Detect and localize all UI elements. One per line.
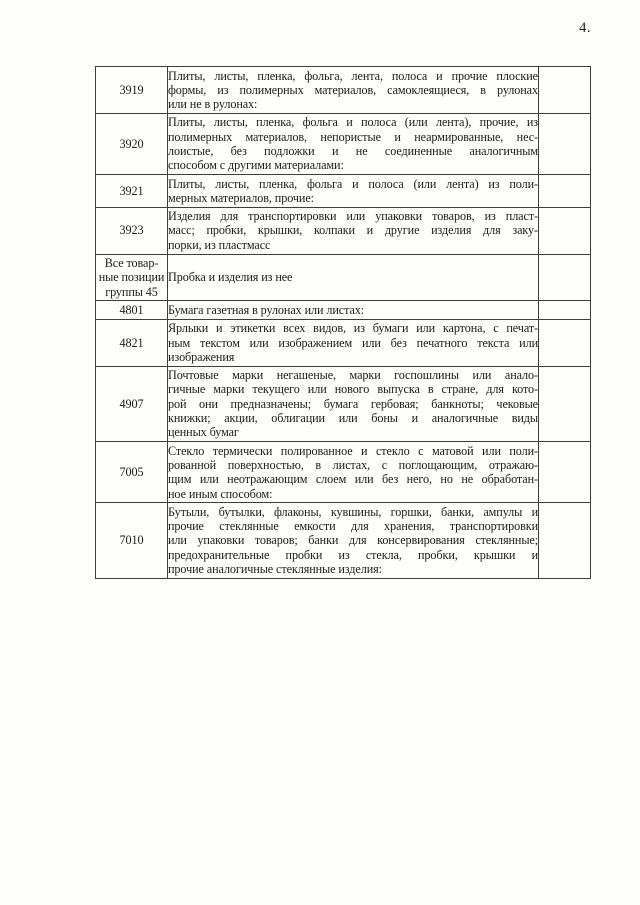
code-text: 7010: [119, 533, 144, 548]
code-cell: [96, 113, 168, 174]
description-text-line: изображения: [168, 349, 235, 364]
description-cell: [168, 113, 539, 174]
description-text-line: полимерных материалов, непористые и неармированные, нес-: [168, 129, 538, 144]
table-row: [96, 442, 591, 503]
code-text: 4821: [119, 335, 144, 350]
table-row: [96, 366, 591, 441]
table-row: [96, 67, 591, 114]
table-row: [96, 503, 591, 578]
description-text-line: предохранительные пробки из стекла, пробки, крышки и: [168, 547, 538, 562]
empty-mark-cell: [539, 175, 591, 208]
code-cell: [96, 442, 168, 503]
description-text-line: ное иным способом:: [168, 486, 273, 501]
description-cell: [168, 319, 539, 366]
description-text-line: или не в рулонах:: [168, 97, 258, 112]
description-text-line: рованной поверхностью, в листах, с поглощающим, отражаю-: [168, 457, 538, 472]
description-text-line: лоистые, без подложки и не соединенные аналогичным: [168, 143, 538, 158]
empty-mark-cell: [539, 207, 591, 254]
empty-mark-cell: [539, 503, 591, 578]
table-row: [96, 207, 591, 254]
description-text-line: ным текстом или изображением или без печатного текста или: [168, 335, 538, 350]
code-cell: [96, 503, 168, 578]
empty-mark-cell: [539, 254, 591, 301]
description-cell: [168, 503, 539, 578]
description-text-line: щим или неотражающим слоем или без него, но не обработан-: [168, 472, 538, 487]
description-cell: [168, 207, 539, 254]
page-number: 4.: [579, 20, 591, 36]
code-text: Все товар-: [104, 256, 159, 271]
description-text-line: Пробка и изделия из нее: [168, 270, 293, 285]
table-row: [96, 254, 591, 301]
description-text-line: Стекло термически полированное и стекло с матовой или поли-: [168, 443, 538, 458]
code-cell: [96, 254, 168, 301]
description-text-line: или упаковки товаров; банки для консервирования стеклянные;: [168, 533, 538, 548]
description-cell: [168, 442, 539, 503]
description-cell: [168, 67, 539, 114]
description-text-line: рой они предназначены; бумага гербовая; банкноты; чековые: [168, 396, 538, 411]
code-cell: [96, 319, 168, 366]
code-cell: [96, 175, 168, 208]
empty-mark-cell: [539, 67, 591, 114]
description-text-line: Бутыли, бутылки, флаконы, кувшины, горшки, банки, ампулы и: [168, 504, 538, 519]
description-text-line: гичные марки текущего или нового выпуска в стране, для кото-: [168, 382, 538, 397]
description-text-line: Ярлыки и этикетки всех видов, из бумаги или картона, с печат-: [168, 321, 538, 336]
description-text-line: прочие аналогичные стеклянные изделия:: [168, 562, 382, 576]
description-text-line: формы, из полимерных материалов, самоклеящиеся, в рулонах: [168, 82, 538, 97]
description-text-line: способом с другими материалами:: [168, 158, 344, 173]
description-text-line: Бумага газетная в рулонах или листах:: [168, 302, 365, 317]
description-text-line: масс; пробки, крышки, колпаки и другие изделия для заку-: [168, 223, 538, 238]
code-text: 4907: [119, 396, 144, 411]
description-text-line: Плиты, листы, пленка, фольга и полоса (или лента), прочие, из: [168, 115, 538, 130]
empty-mark-cell: [539, 366, 591, 441]
table-row: [96, 113, 591, 174]
code-text: 3920: [119, 136, 144, 151]
description-text-line: Почтовые марки негашеные, марки госпошлины или анало-: [168, 368, 538, 383]
code-text: 4801: [119, 302, 144, 317]
empty-mark-cell: [539, 319, 591, 366]
description-text-line: мерных материалов, прочие:: [168, 190, 314, 205]
code-text: группы 45: [105, 284, 158, 299]
code-cell: [96, 207, 168, 254]
description-text-line: порки, из пластмасс: [168, 237, 271, 252]
table-row: [96, 175, 591, 208]
table-row: [96, 301, 591, 319]
description-cell: [168, 301, 539, 319]
description-text-line: ценных бумаг: [168, 425, 239, 440]
description-text-line: прочие стеклянные емкости для хранения, транспортировки: [168, 519, 538, 534]
goods-table: [95, 66, 591, 579]
code-cell: [96, 67, 168, 114]
code-text: 7005: [119, 465, 144, 480]
code-cell: [96, 366, 168, 441]
description-text-line: Плиты, листы, пленка, фольга и полоса (или лента) из поли-: [168, 176, 538, 191]
code-text: 3921: [119, 183, 144, 198]
empty-mark-cell: [539, 301, 591, 319]
description-text-line: Плиты, листы, пленка, фольга, лента, полоса и прочие плоские: [168, 68, 538, 83]
code-text: ные позиции: [98, 270, 165, 285]
code-text: 3923: [119, 223, 144, 238]
code-text: 3919: [119, 82, 144, 97]
description-text-line: Изделия для транспортировки или упаковки товаров, из пласт-: [168, 209, 538, 224]
code-cell: [96, 301, 168, 319]
table-row: [96, 319, 591, 366]
description-cell: [168, 366, 539, 441]
empty-mark-cell: [539, 113, 591, 174]
empty-mark-cell: [539, 442, 591, 503]
goods-table-body: [96, 67, 591, 579]
description-text-line: книжки; акции, облигации или боны и аналогичные виды: [168, 411, 538, 426]
description-cell: [168, 254, 539, 301]
description-cell: [168, 175, 539, 208]
